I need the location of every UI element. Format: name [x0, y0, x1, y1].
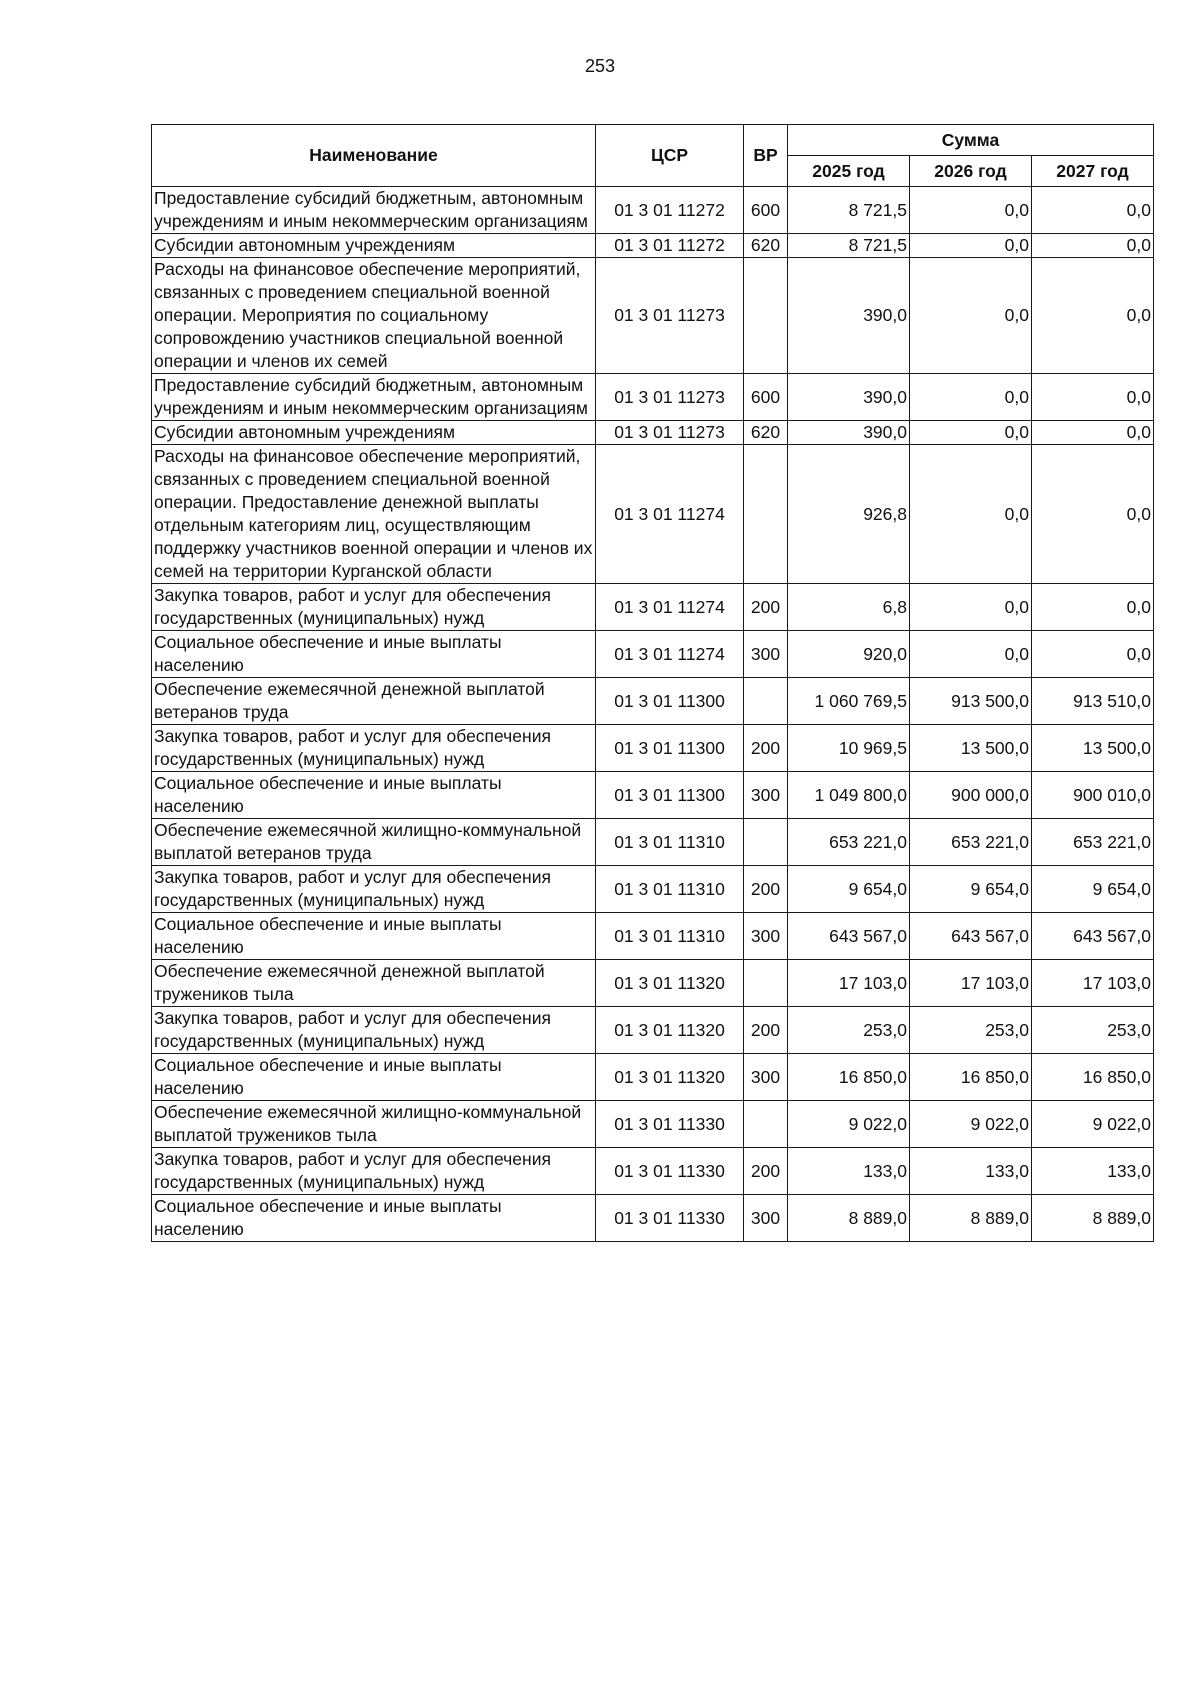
cell-amount-2026: 913 500,0	[910, 678, 1032, 725]
cell-amount-2027: 0,0	[1032, 374, 1154, 421]
cell-amount-2025: 1 060 769,5	[788, 678, 910, 725]
cell-vr: 620	[744, 421, 788, 445]
cell-name: Социальное обеспечение и иные выплаты населению	[152, 631, 596, 678]
cell-amount-2025: 926,8	[788, 445, 910, 584]
cell-amount-2026: 253,0	[910, 1007, 1032, 1054]
cell-amount-2026: 0,0	[910, 631, 1032, 678]
cell-amount-2026: 643 567,0	[910, 913, 1032, 960]
cell-amount-2026: 0,0	[910, 234, 1032, 258]
header-year-2026: 2026 год	[910, 156, 1032, 187]
cell-csr: 01 3 01 11273	[596, 421, 744, 445]
table-row	[152, 866, 1154, 913]
table-row	[152, 819, 1154, 866]
cell-vr: 300	[744, 913, 788, 960]
cell-csr: 01 3 01 11320	[596, 960, 744, 1007]
cell-name: Закупка товаров, работ и услуг для обеспечения государственных (муниципальных) нужд	[152, 1148, 596, 1195]
table-row	[152, 631, 1154, 678]
cell-csr: 01 3 01 11320	[596, 1054, 744, 1101]
cell-amount-2026: 900 000,0	[910, 772, 1032, 819]
header-vr: ВР	[744, 125, 788, 187]
cell-amount-2026: 0,0	[910, 421, 1032, 445]
cell-name: Закупка товаров, работ и услуг для обеспечения государственных (муниципальных) нужд	[152, 866, 596, 913]
table-row	[152, 421, 1154, 445]
table-row	[152, 772, 1154, 819]
cell-amount-2025: 390,0	[788, 421, 910, 445]
table-row	[152, 1054, 1154, 1101]
budget-table	[151, 124, 1154, 1242]
cell-amount-2026: 0,0	[910, 187, 1032, 234]
cell-name: Социальное обеспечение и иные выплаты населению	[152, 1195, 596, 1242]
cell-csr: 01 3 01 11310	[596, 913, 744, 960]
cell-csr: 01 3 01 11274	[596, 631, 744, 678]
cell-amount-2025: 9 654,0	[788, 866, 910, 913]
cell-amount-2027: 900 010,0	[1032, 772, 1154, 819]
cell-csr: 01 3 01 11330	[596, 1101, 744, 1148]
cell-csr: 01 3 01 11273	[596, 258, 744, 374]
cell-amount-2026: 8 889,0	[910, 1195, 1032, 1242]
cell-amount-2027: 253,0	[1032, 1007, 1154, 1054]
table-row	[152, 584, 1154, 631]
header-year-2027: 2027 год	[1032, 156, 1154, 187]
cell-amount-2025: 8 721,5	[788, 234, 910, 258]
cell-amount-2025: 920,0	[788, 631, 910, 678]
table-row	[152, 258, 1154, 374]
cell-amount-2027: 653 221,0	[1032, 819, 1154, 866]
cell-amount-2026: 0,0	[910, 374, 1032, 421]
table-row	[152, 187, 1154, 234]
cell-vr: 300	[744, 1195, 788, 1242]
cell-amount-2025: 133,0	[788, 1148, 910, 1195]
cell-name: Расходы на финансовое обеспечение мероприятий, связанных с проведением специальной военной операции. Мероприятия по социальному сопровождению участников специальной военной операции и членов их семей	[152, 258, 596, 374]
cell-csr: 01 3 01 11310	[596, 866, 744, 913]
cell-name: Субсидии автономным учреждениям	[152, 421, 596, 445]
cell-csr: 01 3 01 11273	[596, 374, 744, 421]
cell-amount-2025: 390,0	[788, 374, 910, 421]
cell-amount-2026: 653 221,0	[910, 819, 1032, 866]
cell-vr	[744, 258, 788, 374]
cell-csr: 01 3 01 11300	[596, 772, 744, 819]
cell-vr: 200	[744, 866, 788, 913]
cell-amount-2027: 0,0	[1032, 234, 1154, 258]
cell-name: Обеспечение ежемесячной жилищно-коммунальной выплатой тружеников тыла	[152, 1101, 596, 1148]
cell-vr: 200	[744, 725, 788, 772]
table-row	[152, 678, 1154, 725]
cell-csr: 01 3 01 11300	[596, 725, 744, 772]
table-row	[152, 1101, 1154, 1148]
cell-amount-2025: 8 721,5	[788, 187, 910, 234]
table-row	[152, 913, 1154, 960]
table-row	[152, 234, 1154, 258]
cell-amount-2026: 9 654,0	[910, 866, 1032, 913]
cell-amount-2027: 0,0	[1032, 187, 1154, 234]
cell-vr	[744, 678, 788, 725]
cell-amount-2027: 0,0	[1032, 631, 1154, 678]
cell-csr: 01 3 01 11320	[596, 1007, 744, 1054]
cell-name: Расходы на финансовое обеспечение мероприятий, связанных с проведением специальной военной операции. Предоставление денежной выплаты отдельным категориям лиц, осуществляющим поддержку участников военной операции и членов их семей на территории Курганской области	[152, 445, 596, 584]
table-row	[152, 1195, 1154, 1242]
header-name: Наименование	[152, 125, 596, 187]
cell-amount-2026: 16 850,0	[910, 1054, 1032, 1101]
table-row	[152, 725, 1154, 772]
cell-vr: 300	[744, 1054, 788, 1101]
cell-amount-2025: 6,8	[788, 584, 910, 631]
cell-amount-2025: 643 567,0	[788, 913, 910, 960]
cell-amount-2025: 390,0	[788, 258, 910, 374]
table-row	[152, 1007, 1154, 1054]
cell-name: Закупка товаров, работ и услуг для обеспечения государственных (муниципальных) нужд	[152, 584, 596, 631]
cell-name: Обеспечение ежемесячной жилищно-коммунальной выплатой ветеранов труда	[152, 819, 596, 866]
cell-vr	[744, 819, 788, 866]
cell-vr: 200	[744, 1148, 788, 1195]
cell-amount-2025: 10 969,5	[788, 725, 910, 772]
cell-amount-2025: 253,0	[788, 1007, 910, 1054]
cell-vr	[744, 1101, 788, 1148]
table-row	[152, 445, 1154, 584]
cell-amount-2027: 0,0	[1032, 445, 1154, 584]
cell-name: Обеспечение ежемесячной денежной выплатой ветеранов труда	[152, 678, 596, 725]
cell-amount-2025: 1 049 800,0	[788, 772, 910, 819]
cell-name: Закупка товаров, работ и услуг для обеспечения государственных (муниципальных) нужд	[152, 1007, 596, 1054]
cell-amount-2026: 13 500,0	[910, 725, 1032, 772]
table-row	[152, 960, 1154, 1007]
table-row	[152, 1148, 1154, 1195]
header-sum: Сумма	[788, 125, 1154, 156]
cell-vr: 600	[744, 374, 788, 421]
cell-vr: 200	[744, 584, 788, 631]
cell-amount-2027: 13 500,0	[1032, 725, 1154, 772]
cell-name: Социальное обеспечение и иные выплаты населению	[152, 772, 596, 819]
cell-amount-2025: 653 221,0	[788, 819, 910, 866]
cell-name: Социальное обеспечение и иные выплаты населению	[152, 1054, 596, 1101]
cell-amount-2027: 9 022,0	[1032, 1101, 1154, 1148]
cell-amount-2027: 0,0	[1032, 258, 1154, 374]
cell-amount-2025: 9 022,0	[788, 1101, 910, 1148]
cell-vr	[744, 445, 788, 584]
cell-amount-2027: 133,0	[1032, 1148, 1154, 1195]
cell-csr: 01 3 01 11330	[596, 1195, 744, 1242]
cell-name: Обеспечение ежемесячной денежной выплатой тружеников тыла	[152, 960, 596, 1007]
cell-name: Социальное обеспечение и иные выплаты населению	[152, 913, 596, 960]
cell-amount-2027: 0,0	[1032, 421, 1154, 445]
table-row	[152, 374, 1154, 421]
cell-csr: 01 3 01 11272	[596, 187, 744, 234]
table-header	[152, 125, 1154, 187]
cell-amount-2026: 17 103,0	[910, 960, 1032, 1007]
cell-amount-2027: 913 510,0	[1032, 678, 1154, 725]
header-year-2025: 2025 год	[788, 156, 910, 187]
cell-csr: 01 3 01 11330	[596, 1148, 744, 1195]
cell-vr: 200	[744, 1007, 788, 1054]
cell-csr: 01 3 01 11310	[596, 819, 744, 866]
cell-csr: 01 3 01 11272	[596, 234, 744, 258]
cell-amount-2026: 133,0	[910, 1148, 1032, 1195]
cell-amount-2027: 8 889,0	[1032, 1195, 1154, 1242]
cell-amount-2027: 17 103,0	[1032, 960, 1154, 1007]
cell-vr	[744, 960, 788, 1007]
cell-amount-2025: 8 889,0	[788, 1195, 910, 1242]
cell-vr: 600	[744, 187, 788, 234]
cell-amount-2027: 0,0	[1032, 584, 1154, 631]
cell-name: Предоставление субсидий бюджетным, автономным учреждениям и иным некоммерческим организациям	[152, 187, 596, 234]
cell-amount-2026: 9 022,0	[910, 1101, 1032, 1148]
cell-csr: 01 3 01 11300	[596, 678, 744, 725]
cell-amount-2025: 16 850,0	[788, 1054, 910, 1101]
cell-csr: 01 3 01 11274	[596, 584, 744, 631]
cell-vr: 300	[744, 772, 788, 819]
cell-name: Субсидии автономным учреждениям	[152, 234, 596, 258]
cell-amount-2027: 643 567,0	[1032, 913, 1154, 960]
cell-amount-2026: 0,0	[910, 258, 1032, 374]
cell-name: Закупка товаров, работ и услуг для обеспечения государственных (муниципальных) нужд	[152, 725, 596, 772]
cell-amount-2027: 16 850,0	[1032, 1054, 1154, 1101]
header-csr: ЦСР	[596, 125, 744, 187]
cell-amount-2025: 17 103,0	[788, 960, 910, 1007]
cell-name: Предоставление субсидий бюджетным, автономным учреждениям и иным некоммерческим организациям	[152, 374, 596, 421]
table-body	[152, 187, 1154, 1242]
cell-amount-2026: 0,0	[910, 445, 1032, 584]
cell-vr: 620	[744, 234, 788, 258]
cell-amount-2026: 0,0	[910, 584, 1032, 631]
cell-vr: 300	[744, 631, 788, 678]
cell-amount-2027: 9 654,0	[1032, 866, 1154, 913]
cell-csr: 01 3 01 11274	[596, 445, 744, 584]
page-number: 253	[584, 56, 616, 76]
